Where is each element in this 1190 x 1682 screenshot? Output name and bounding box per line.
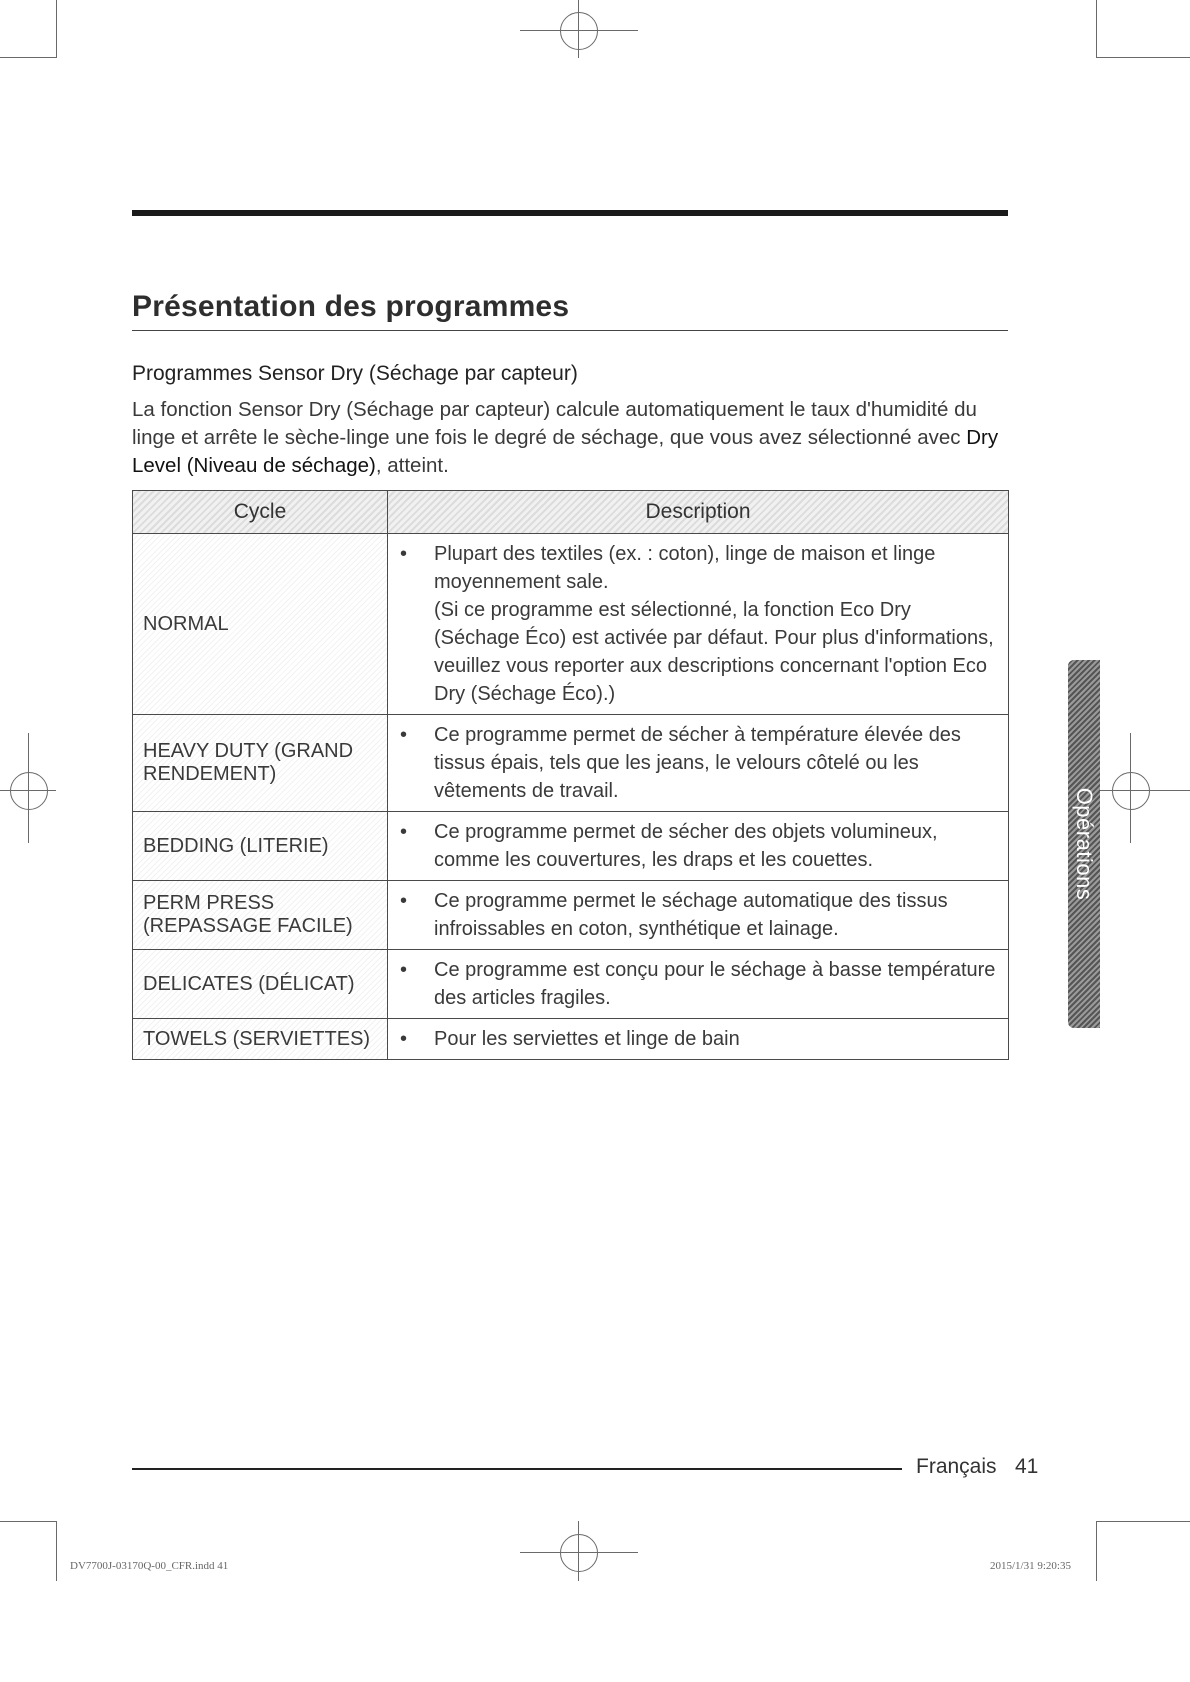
bullet-icon: • — [400, 890, 408, 912]
bullet-icon: • — [400, 821, 408, 843]
table-row — [133, 534, 1009, 715]
intro-paragraph — [132, 396, 1008, 480]
footer-language: Français — [916, 1455, 997, 1478]
cycle-towels: TOWELS (SERVIETTES) — [133, 1019, 388, 1060]
cycle-perm-press: PERM PRESS (REPASSAGE FACILE) — [133, 881, 388, 950]
bullet-text — [434, 540, 998, 708]
bullet-icon: • — [400, 543, 408, 565]
description-text: Ce programme permet de sécher à température élevée des tissus épais, tels que les jeans, le velours côtelé ou les vêtements de travail. — [434, 724, 961, 802]
footer-rule — [132, 1468, 902, 1470]
bullet-item — [400, 721, 998, 805]
registration-circle-icon — [560, 1534, 598, 1572]
crop-mark — [0, 57, 56, 58]
description-cell — [388, 715, 1009, 812]
table-row — [133, 715, 1009, 812]
intro-text-end: , atteint. — [375, 454, 449, 477]
cycle-normal: NORMAL — [133, 534, 388, 715]
bullet-item — [400, 956, 998, 1012]
crop-mark — [1096, 1521, 1190, 1522]
header-description: Description — [388, 491, 1009, 534]
header-cycle: Cycle — [133, 491, 388, 534]
description-text: Ce programme est conçu pour le séchage à basse température des articles fragiles. — [434, 959, 996, 1009]
bullet-icon: • — [400, 959, 408, 981]
table-row — [133, 881, 1009, 950]
description-text: Plupart des textiles (ex. : coton), linge de maison et linge moyennement sale. — [434, 543, 936, 593]
crop-mark — [56, 1521, 57, 1581]
bullet-item — [400, 887, 998, 943]
description-cell — [388, 950, 1009, 1019]
registration-circle-icon — [560, 12, 598, 50]
table-row — [133, 1019, 1009, 1060]
crop-mark — [0, 1521, 56, 1522]
bullet-item — [400, 818, 998, 874]
cycle-delicates: DELICATES (DÉLICAT) — [133, 950, 388, 1019]
section-subheading: Programmes Sensor Dry (Séchage par capteur) — [132, 362, 578, 385]
title-rule — [132, 330, 1008, 331]
intro-emphasis: Dry Level (Niveau de séchage) — [132, 426, 999, 477]
description-text: Pour les serviettes et linge de bain — [434, 1028, 740, 1050]
description-note: (Si ce programme est sélectionné, la fonction Eco Dry (Séchage Éco) est activée par défaut. Pour plus d'informations, veuillez vous reporter aux descriptions concernant l'option Eco Dry (Séchage Éco).) — [434, 599, 994, 705]
intro-text: La fonction Sensor Dry (Séchage par capteur) calcule automatiquement le taux d'humidité du linge et arrête le sèche-linge une fois le degré de séchage, que vous avez sélectionné avec — [132, 398, 977, 449]
registration-circle-icon — [10, 772, 48, 810]
crop-mark — [1096, 1521, 1097, 1581]
top-rule — [132, 210, 1008, 216]
crop-mark — [1096, 0, 1097, 58]
description-text: Ce programme permet de sécher des objets volumineux, comme les couvertures, les draps et les couettes. — [434, 821, 938, 871]
description-cell — [388, 534, 1009, 715]
description-cell — [388, 812, 1009, 881]
description-text: Ce programme permet le séchage automatique des tissus infroissables en coton, synthétique et lainage. — [434, 890, 948, 940]
page-title: Présentation des programmes — [132, 290, 570, 323]
crop-mark — [1096, 57, 1190, 58]
table-row — [133, 812, 1009, 881]
bullet-icon: • — [400, 1028, 408, 1050]
crop-mark — [56, 0, 57, 58]
registration-circle-icon — [1112, 772, 1150, 810]
description-cell — [388, 1019, 1009, 1060]
table-row — [133, 950, 1009, 1019]
cycle-heavy-duty: HEAVY DUTY (GRAND RENDEMENT) — [133, 715, 388, 812]
description-cell — [388, 881, 1009, 950]
cycle-bedding: BEDDING (LITERIE) — [133, 812, 388, 881]
chapter-side-tab — [1068, 660, 1100, 1028]
imprint-file: DV7700J-03170Q-00_CFR.indd 41 — [70, 1560, 229, 1572]
bullet-item — [400, 1025, 998, 1053]
programmes-table — [132, 490, 1009, 1060]
page-number: 41 — [1015, 1455, 1039, 1478]
bullet-item — [400, 540, 998, 708]
chapter-tab-label: Opérations — [1072, 787, 1097, 901]
table-header-row — [133, 491, 1009, 534]
imprint-date: 2015/1/31 9:20:35 — [990, 1560, 1071, 1572]
bullet-icon: • — [400, 724, 408, 746]
